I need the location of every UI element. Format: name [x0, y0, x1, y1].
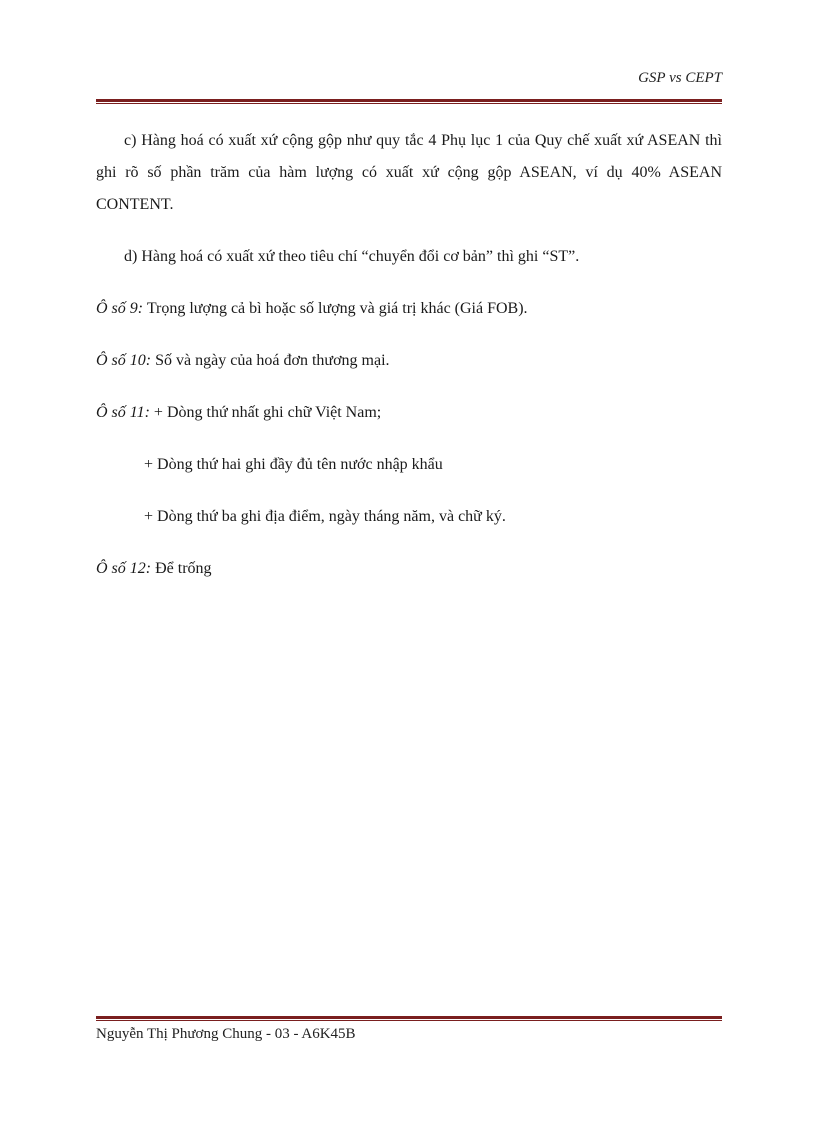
footer-author: Nguyễn Thị Phương Chung - 03 - A6K45B [96, 1026, 356, 1042]
box-10-text: Số và ngày của hoá đơn thương mại. [151, 352, 390, 369]
box-10-entry [96, 345, 722, 377]
box-12-label: Ô số 12: [96, 560, 152, 577]
box-11-label: Ô số 11: [96, 404, 154, 421]
footer-divider [96, 1016, 722, 1021]
header-divider [96, 99, 722, 104]
box-11-text: + Dòng thứ nhất ghi chữ Việt Nam; [153, 404, 382, 421]
box-9-label: Ô số 9: [96, 300, 144, 317]
box-9-entry [96, 293, 722, 325]
box-12-entry [96, 553, 722, 585]
paragraph-c: c) Hàng hoá có xuất xứ cộng gộp như quy tắc 4 Phụ lục 1 của Quy chế xuất xứ ASEAN thì ghi rõ số phần trăm của hàm lượng có xuất xứ cộng gộp ASEAN, ví dụ 40% ASEAN CONTENT. [96, 132, 722, 213]
box-10-label: Ô số 10: [96, 352, 152, 369]
header-title: GSP vs CEPT [638, 70, 722, 86]
paragraph-d: d) Hàng hoá có xuất xứ theo tiêu chí “chuyển đổi cơ bản” thì ghi “ST”. [124, 248, 580, 265]
box-9-text: Trọng lượng cả bì hoặc số lượng và giá trị khác (Giá FOB). [143, 300, 528, 317]
box-11-line-2: + Dòng thứ hai ghi đầy đủ tên nước nhập khẩu [144, 456, 443, 473]
box-12-text: Để trống [151, 560, 212, 577]
box-11-entry [96, 397, 722, 429]
document-body [96, 125, 722, 585]
box-11-line-3: + Dòng thứ ba ghi địa điểm, ngày tháng năm, và chữ ký. [144, 508, 506, 525]
